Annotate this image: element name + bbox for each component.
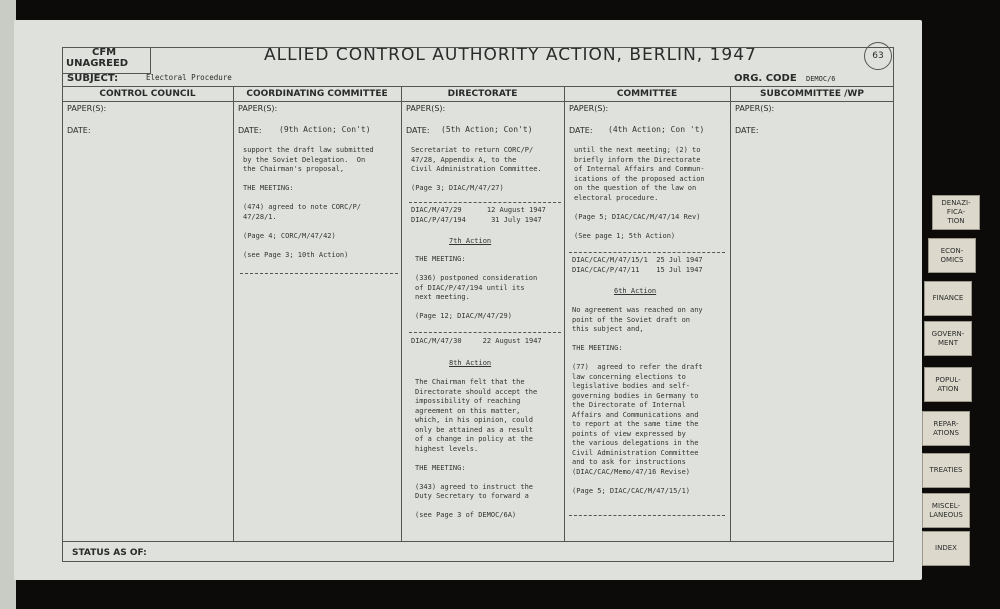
- dir-entry-4: DIAC/M/47/30 22 August 1947: [411, 337, 542, 345]
- tab-denazification[interactable]: DENAZI- FICA- TION: [932, 195, 980, 230]
- col-control-council: CONTROL COUNCIL: [99, 89, 196, 99]
- column-head-rule: [62, 101, 894, 102]
- col-subcommittee: SUBCOMMITTEE /WP: [760, 89, 864, 99]
- dir-action-8: 8th Action: [449, 359, 492, 367]
- comm-entry-3: No agreement was reached on any point of the Soviet draft on this subject and, THE MEETING: (77) agreed to refer the draft law concerning elections to legislative bodies and self- governing bodies in Germany to the Directorate of Internal Affairs and Communications and to report at the same time the points of view expressed by the various delegations in the Civil Administration Committee and to ask for instructions (DIAC/CAC/Memo/47/16 Revise) (Page 5; DIAC/CAC/M/47/15/1): [572, 306, 703, 495]
- header-rule: [62, 86, 894, 87]
- tab-index[interactable]: INDEX: [922, 531, 970, 566]
- dir-divider-2: [409, 332, 561, 333]
- comm-action-6: 6th Action: [614, 287, 657, 295]
- dir-entry-2: DIAC/M/47/29 12 August 1947 DIAC/P/47/194 31 July 1947: [411, 206, 546, 224]
- subject-value: Electoral Procedure: [146, 73, 232, 82]
- comm-date-label: DATE:: [569, 126, 593, 135]
- page-number: 63: [864, 42, 892, 70]
- comm-entry-2: DIAC/CAC/M/47/15/1 25 Jul 1947 DIAC/CAC/P/47/11 15 Jul 1947: [572, 256, 703, 274]
- col-divider-3: [564, 86, 565, 541]
- cfm-tag-line1: CFM: [92, 47, 117, 58]
- comm-divider-2: [569, 515, 725, 516]
- tab-economics[interactable]: ECON- OMICS: [928, 238, 976, 273]
- col-divider-4: [730, 86, 731, 541]
- org-code-label: ORG. CODE: [734, 73, 797, 84]
- comm-divider-1: [569, 252, 725, 253]
- dir-papers-label: PAPER(S):: [406, 104, 446, 113]
- coord-date-label: DATE:: [238, 126, 262, 135]
- tab-finance[interactable]: FINANCE: [924, 281, 972, 316]
- dir-date-value: (5th Action; Con't): [441, 125, 533, 134]
- org-code-value: DEMOC/6: [806, 75, 836, 83]
- tab-government[interactable]: GOVERN- MENT: [924, 321, 972, 356]
- status-label: STATUS AS OF:: [72, 548, 147, 558]
- cfm-tag-line2: UNAGREED: [66, 58, 129, 69]
- comm-papers-label: PAPER(S):: [569, 104, 609, 113]
- dir-divider-1: [409, 202, 561, 203]
- coord-entry: support the draft law submitted by the Soviet Delegation. On the Chairman's proposal, THE MEETING: (474) agreed to note CORC/P/ 47/28/1. (Page 4; CORC/M/47/42) (see Page 3; 10th Action): [243, 146, 374, 259]
- coord-divider: [240, 273, 398, 274]
- comm-entry-1: until the next meeting; (2) to briefly inform the Directorate of Internal Affairs and Commun- ications of the proposed action on the question of the law on electoral procedure. (Page 5; DIAC/CAC/M/47/14 Rev) (See page 1; 5th Action): [574, 146, 705, 240]
- coord-date-value: (9th Action; Con't): [279, 125, 371, 134]
- subject-label: SUBJECT:: [67, 73, 119, 84]
- col-coordinating-committee: COORDINATING COMMITTEE: [246, 89, 388, 99]
- status-rule: [62, 541, 894, 542]
- tab-treaties[interactable]: TREATIES: [922, 453, 970, 488]
- cc-date-label: DATE:: [67, 126, 91, 135]
- col-directorate: DIRECTORATE: [447, 89, 518, 99]
- page-title: ALLIED CONTROL AUTHORITY ACTION, BERLIN, 1947: [264, 45, 757, 65]
- dir-entry-1: Secretariat to return CORC/P/ 47/28, Appendix A, to the Civil Administration Committee. (Page 3; DIAC/M/47/27): [411, 146, 542, 192]
- col-divider-2: [401, 86, 402, 541]
- coord-papers-label: PAPER(S):: [238, 104, 278, 113]
- col-divider-1: [233, 86, 234, 541]
- dir-entry-3: THE MEETING: (336) postponed consideration of DIAC/P/47/194 until its next meeting. (Page 12; DIAC/M/47/29): [415, 255, 538, 320]
- tab-reparations[interactable]: REPAR- ATIONS: [922, 411, 970, 446]
- cc-papers-label: PAPER(S):: [67, 104, 107, 113]
- col-committee: COMMITTEE: [616, 89, 678, 99]
- comm-date-value: (4th Action; Con 't): [608, 125, 705, 134]
- sub-papers-label: PAPER(S):: [735, 104, 775, 113]
- dir-action-7: 7th Action: [449, 237, 492, 245]
- dir-date-label: DATE:: [406, 126, 430, 135]
- tab-population[interactable]: POPUL- ATION: [924, 367, 972, 402]
- dir-entry-5: The Chairman felt that the Directorate should accept the impossibility of reaching agreement on this matter, which, in his opinion, could only be attained as a result of a change in policy at the highest levels. THE MEETING: (343) agreed to instruct the Duty Secretary to forward a (see Page 3 of DEMOC/6A): [415, 378, 538, 519]
- sub-date-label: DATE:: [735, 126, 759, 135]
- tab-miscellaneous[interactable]: MISCEL- LANEOUS: [922, 493, 970, 528]
